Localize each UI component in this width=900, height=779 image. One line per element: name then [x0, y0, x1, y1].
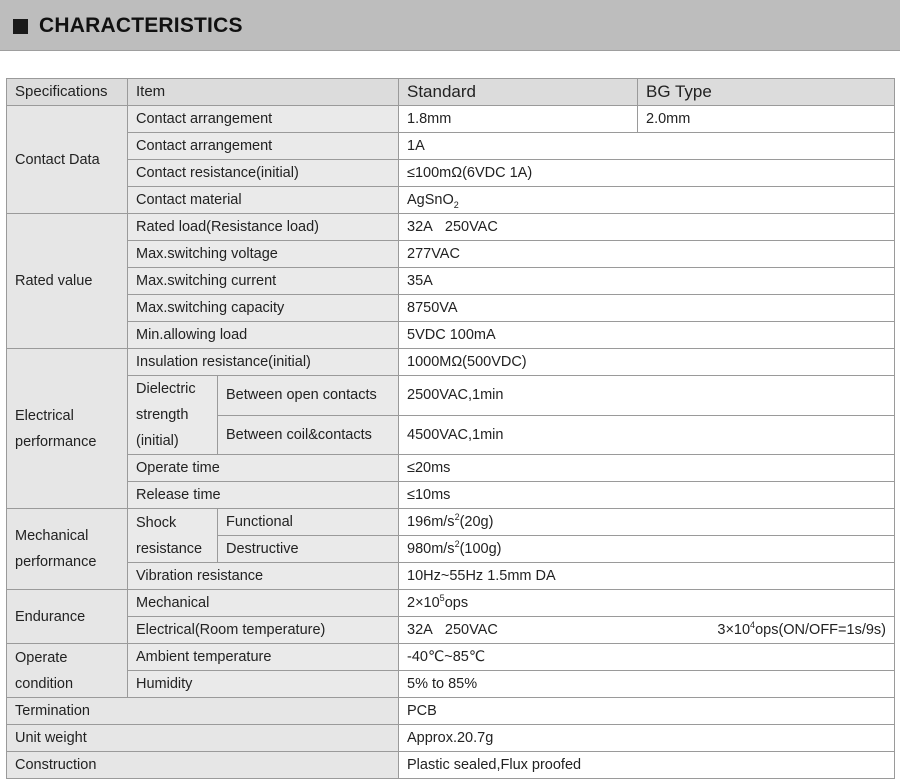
item-label: Between open contacts	[218, 376, 399, 416]
item-label: Release time	[128, 482, 399, 509]
section-title: CHARACTERISTICS	[39, 14, 243, 37]
table-row	[7, 563, 895, 590]
item-label: Insulation resistance(initial)	[128, 349, 399, 376]
table-row	[7, 590, 895, 617]
label-line: Shock	[136, 514, 177, 531]
value-rest: (100g)	[459, 541, 502, 557]
value-cell: 5VDC 100mA	[399, 322, 895, 349]
item-label: Destructive	[218, 536, 399, 563]
value-cell: -40℃~85℃	[399, 644, 895, 671]
item-label: Operate time	[128, 455, 399, 482]
table-row	[7, 349, 895, 376]
label-line: strength	[136, 407, 189, 423]
dielectric-strength-label	[128, 376, 218, 455]
table-row	[7, 295, 895, 322]
value-cell	[399, 509, 895, 536]
item-label: Mechanical	[128, 590, 399, 617]
value-main: 32A 250VAC	[407, 622, 498, 638]
table-row	[7, 376, 895, 416]
table-header-row	[7, 79, 895, 106]
characteristics-table	[6, 78, 895, 779]
value-rest: (20g)	[459, 514, 494, 530]
table-row	[7, 725, 895, 752]
value-cell: ≤20ms	[399, 455, 895, 482]
value-right	[717, 617, 894, 643]
item-label: Max.switching capacity	[128, 295, 399, 322]
group-contact-data: Contact Data	[7, 106, 128, 214]
item-label: Contact material	[128, 187, 399, 214]
value-cell	[399, 590, 895, 617]
item-label: Contact arrangement	[128, 133, 399, 160]
section-header	[0, 0, 900, 51]
value-cell: 4500VAC,1min	[399, 415, 895, 455]
table-row	[7, 187, 895, 214]
label-line: Dielectric	[136, 381, 196, 397]
group-label-line: performance	[15, 554, 97, 570]
table-row	[7, 482, 895, 509]
table-row	[7, 671, 895, 698]
value-standard: 1.8mm	[399, 106, 638, 133]
table-row	[7, 752, 895, 779]
value-superscript: 5	[439, 593, 445, 604]
header-specifications: Specifications	[7, 79, 128, 106]
table-row	[7, 160, 895, 187]
group-label-line: Operate	[15, 649, 68, 666]
value-cell: 35A	[399, 268, 895, 295]
group-operate-condition	[7, 644, 128, 698]
unit-weight-label: Unit weight	[7, 725, 399, 752]
table-row	[7, 455, 895, 482]
item-label: Humidity	[128, 671, 399, 698]
value-cell: 8750VA	[399, 295, 895, 322]
table-row	[7, 214, 895, 241]
shock-resistance-label	[128, 509, 218, 563]
value-cell: 277VAC	[399, 241, 895, 268]
item-label: Contact arrangement	[128, 106, 399, 133]
value-base: 196m/s	[407, 514, 455, 530]
value-cell: 5% to 85%	[399, 671, 895, 698]
group-mechanical-performance	[7, 509, 128, 590]
label-line: (initial)	[136, 433, 179, 449]
table-row	[7, 133, 895, 160]
value-cell: 32A 250VAC	[399, 214, 895, 241]
square-bullet-icon	[13, 19, 28, 34]
value-cell: 1000MΩ(500VDC)	[399, 349, 895, 376]
table-row	[7, 241, 895, 268]
group-label-line: Electrical	[15, 407, 74, 424]
table-row	[7, 698, 895, 725]
value-rest: ops(ON/OFF=1s/9s)	[755, 622, 886, 638]
value-superscript: 2	[454, 512, 460, 523]
group-rated-value: Rated value	[7, 214, 128, 349]
value-superscript: 4	[750, 620, 756, 631]
value-cell: 1A	[399, 133, 895, 160]
header-item: Item	[128, 79, 399, 106]
table-row	[7, 268, 895, 295]
table-row	[7, 644, 895, 671]
item-label: Functional	[218, 509, 399, 536]
item-label: Between coil&contacts	[218, 415, 399, 455]
table-row	[7, 509, 895, 536]
value-superscript: 2	[454, 539, 460, 550]
group-endurance: Endurance	[7, 590, 128, 644]
value-rest: ops	[444, 595, 469, 611]
construction-label: Construction	[7, 752, 399, 779]
value-subscript: 2	[453, 199, 459, 210]
label-line: resistance	[136, 540, 203, 557]
value-cell	[399, 187, 895, 214]
table-row	[7, 322, 895, 349]
table-row	[7, 617, 895, 644]
group-label-line: Mechanical	[15, 528, 89, 544]
group-label-line: condition	[15, 675, 74, 692]
value-cell: Approx.20.7g	[399, 725, 895, 752]
group-label-line: performance	[15, 433, 97, 450]
item-label: Electrical(Room temperature)	[128, 617, 399, 644]
value-base: AgSnO	[407, 192, 454, 208]
value-cell: 2500VAC,1min	[399, 376, 895, 416]
value-base: 2×10	[407, 595, 440, 611]
table-row	[7, 106, 895, 133]
value-cell: ≤10ms	[399, 482, 895, 509]
value-base: 3×10	[717, 622, 751, 638]
group-electrical-performance	[7, 349, 128, 509]
item-label: Max.switching current	[128, 268, 399, 295]
header-standard: Standard	[399, 79, 638, 106]
value-cell: Plastic sealed,Flux proofed	[399, 752, 895, 779]
item-label: Rated load(Resistance load)	[128, 214, 399, 241]
item-label: Max.switching voltage	[128, 241, 399, 268]
value-cell: ≤100mΩ(6VDC 1A)	[399, 160, 895, 187]
value-cell	[399, 536, 895, 563]
value-cell: 10Hz~55Hz 1.5mm DA	[399, 563, 895, 590]
termination-label: Termination	[7, 698, 399, 725]
header-bg-type: BG Type	[638, 79, 895, 106]
item-label: Vibration resistance	[128, 563, 399, 590]
value-bg-type: 2.0mm	[638, 106, 895, 133]
item-label: Min.allowing load	[128, 322, 399, 349]
value-cell	[399, 617, 895, 644]
value-cell: PCB	[399, 698, 895, 725]
value-base: 980m/s	[407, 541, 455, 557]
item-label: Ambient temperature	[128, 644, 399, 671]
item-label: Contact resistance(initial)	[128, 160, 399, 187]
